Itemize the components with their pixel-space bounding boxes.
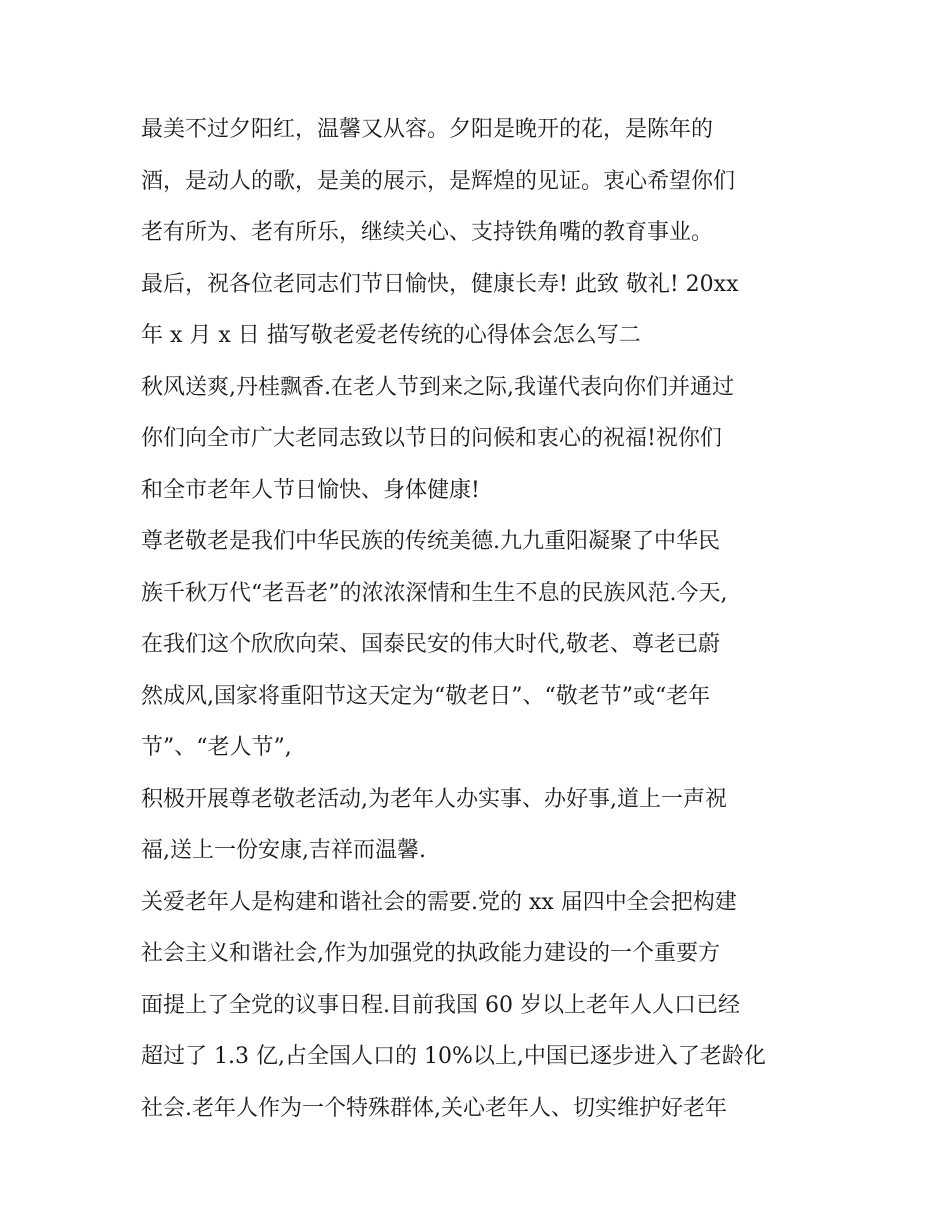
text-line: 族千秋万代“老吾老”的浓浓深情和生生不息的民族风范.今天, bbox=[141, 580, 728, 606]
text-line: 你们向全市广大老同志致以节日的问候和衷心的祝福!祝你们 bbox=[141, 426, 722, 451]
text-line: 秋风送爽,丹桂飘香.在老人节到来之际,我谨代表向你们并通过 bbox=[141, 374, 734, 400]
text-line: 面提上了全党的议事日程.目前我国 60 岁以上老年人人口已经 bbox=[141, 992, 740, 1018]
text-line: 然成风,国家将重阳节这天定为“敬老日”、“敬老节”或“老年 bbox=[141, 683, 711, 709]
text-line: 社会.老年人作为一个特殊群体,关心老年人、切实维护好老年 bbox=[141, 1095, 727, 1121]
document-body bbox=[141, 104, 831, 1134]
text-line: 积极开展尊老敬老活动,为老年人办实事、办好事,道上一声祝 bbox=[141, 786, 727, 812]
text-line: 福,送上一份安康,吉祥而温馨. bbox=[141, 838, 426, 863]
text-line: 和全市老年人节日愉快、身体健康! bbox=[141, 477, 480, 503]
text-line: 节”、“老人节”, bbox=[141, 735, 292, 760]
text-line: 酒，是动人的歌，是美的展示，是辉煌的见证。衷心希望你们 bbox=[141, 168, 736, 194]
text-line: 最后，祝各位老同志们节日愉快，健康长寿! 此致 敬礼! 20xx bbox=[141, 271, 739, 297]
text-line: 尊老敬老是我们中华民族的传统美德.九九重阳凝聚了中华民 bbox=[141, 529, 720, 554]
text-line: 关爱老年人是构建和谐社会的需要.党的 xx 届四中全会把构建 bbox=[141, 889, 737, 915]
text-line: 最美不过夕阳红，温馨又从容。夕阳是晚开的花，是陈年的 bbox=[141, 117, 714, 142]
text-line: 超过了 1.3 亿,占全国人口的 10%以上,中国已逐步进入了老龄化 bbox=[141, 1044, 766, 1069]
text-line: 年 x 月 x 日 描写敬老爱老传统的心得体会怎么写二 bbox=[141, 323, 641, 348]
text-line: 老有所为、老有所乐，继续关心、支持铁角嘴的教育事业。 bbox=[141, 220, 714, 245]
text-line: 在我们这个欣欣向荣、国泰民安的伟大时代,敬老、尊老已蔚 bbox=[141, 632, 720, 657]
text-line: 社会主义和谐社会,作为加强党的执政能力建设的一个重要方 bbox=[141, 941, 720, 966]
